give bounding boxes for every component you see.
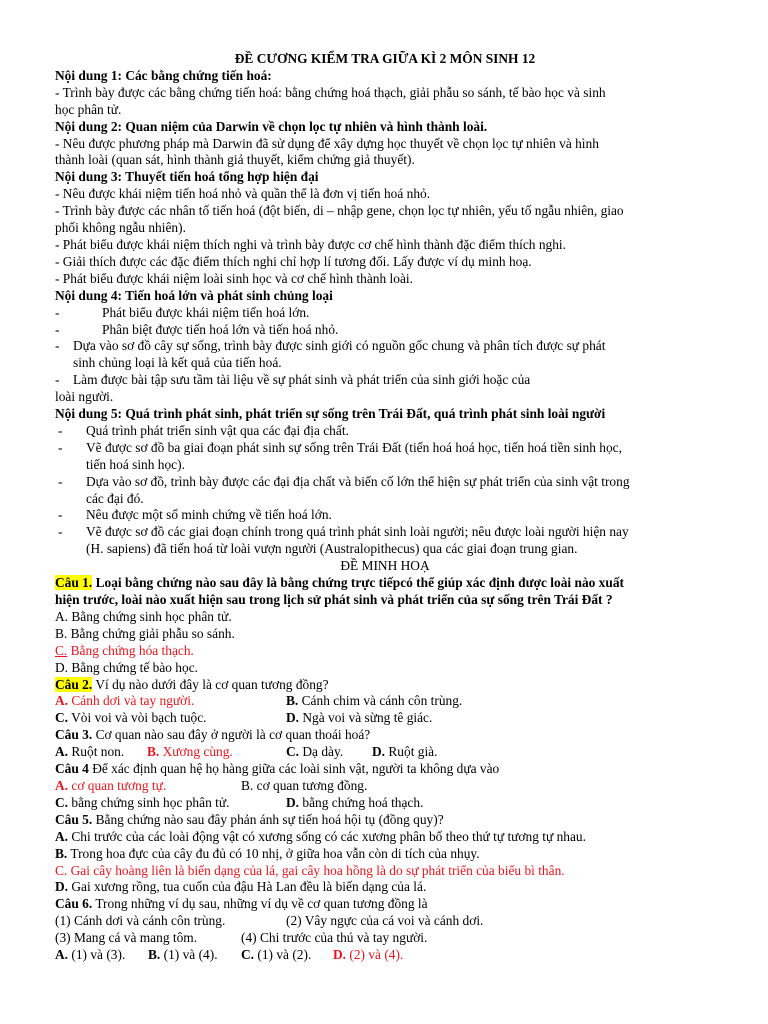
statement-row bbox=[55, 930, 715, 947]
answer-row bbox=[55, 947, 715, 964]
answer-option bbox=[55, 879, 715, 896]
section-1-heading: Nội dung 1: Các bằng chứng tiến hoá: bbox=[55, 67, 272, 83]
option-label: B. bbox=[55, 845, 68, 861]
section-5-item bbox=[55, 474, 715, 508]
option-text: bằng chứng sinh học phân tử. bbox=[68, 794, 230, 810]
answer-option bbox=[55, 829, 715, 846]
section-3-line: - Trình bày được các nhân tố tiến hoá (đột biến, di – nhập gene, chọn lọc tự nhiên, yếu tố ngẫu nhiên, giao bbox=[55, 203, 624, 219]
document-page bbox=[55, 51, 715, 964]
answer-row bbox=[55, 795, 715, 812]
section-4-heading: Nội dung 4: Tiến hoá lớn và phát sinh chủng loại bbox=[55, 287, 333, 303]
section-3-heading: Nội dung 3: Thuyết tiến hoá tổng hợp hiện đại bbox=[55, 169, 319, 185]
question-6-label: Câu 6. bbox=[55, 896, 93, 912]
question-6-stem bbox=[55, 896, 715, 913]
dash-bullet: - bbox=[58, 524, 63, 540]
question-4-stem bbox=[55, 761, 715, 778]
section-4-item-text: loài người. bbox=[55, 389, 114, 405]
answer-option bbox=[372, 744, 437, 761]
section-4-item-text: Phát biểu được khái niệm tiến hoá lớn. bbox=[102, 304, 310, 320]
document-title: ĐỀ CƯƠNG KIỂM TRA GIỮA KÌ 2 MÔN SINH 12 bbox=[234, 51, 536, 66]
answer-option bbox=[55, 947, 148, 964]
section-2-line: thành loài (quan sát, hình thành giả thuyết, kiểm chứng giả thuyết). bbox=[55, 152, 415, 168]
option-label: A. bbox=[55, 828, 69, 844]
section-4-item bbox=[55, 338, 715, 372]
answer-option: A. Bằng chứng sinh học phân tử. bbox=[55, 608, 232, 624]
dash-bullet: - bbox=[55, 304, 60, 320]
section-5-item bbox=[55, 423, 715, 440]
answer-option bbox=[55, 846, 715, 863]
section-2-line: - Nêu được phương pháp mà Darwin đã sử dụng để xây dựng học thuyết về chọn lọc tự nhiên và hình bbox=[55, 135, 599, 151]
answer-option bbox=[55, 795, 286, 812]
answer-option: B. cơ quan tương đồng. bbox=[241, 777, 368, 793]
answer-row bbox=[55, 693, 715, 710]
option-text: Xương cùng. bbox=[159, 744, 233, 760]
question-5-label: Câu 5. bbox=[55, 811, 93, 827]
answer-option-correct bbox=[333, 947, 403, 964]
section-4-item-text: sinh chủng loại là kết quả của tiến hoá. bbox=[73, 355, 282, 371]
option-label: D. bbox=[333, 947, 347, 963]
option-text: bằng chứng hoá thạch. bbox=[299, 794, 424, 810]
option-label: C. bbox=[286, 744, 300, 760]
section-5-item bbox=[55, 507, 715, 524]
answer-option: D. Bằng chứng tế bào học. bbox=[55, 659, 198, 675]
section-5-item-text: Vẽ được sơ đồ ba giai đoạn phát sinh sự sống trên Trái Đất (tiến hoá hoá học, tiến hoá tiền sinh học, bbox=[86, 439, 622, 455]
answer-option bbox=[55, 744, 147, 761]
answer-option bbox=[286, 710, 432, 727]
answer-row bbox=[55, 710, 715, 727]
section-5-heading: Nội dung 5: Quá trình phát sinh, phát triển sự sống trên Trái Đất, quá trình phát sinh loài người bbox=[55, 406, 606, 422]
dash-bullet: - bbox=[55, 338, 60, 354]
question-4-text: Để xác định quan hệ họ hàng giữa các loài sinh vật, người ta không dựa vào bbox=[88, 761, 500, 777]
dash-bullet: - bbox=[58, 473, 63, 489]
section-5-item-text: Nêu được một số minh chứng về tiến hoá lớn. bbox=[86, 507, 332, 523]
dash-bullet: - bbox=[58, 439, 63, 455]
answer-option: B. Bằng chứng giải phẫu so sánh. bbox=[55, 625, 235, 641]
section-5-item-text: Quá trình phát triển sinh vật qua các đại địa chất. bbox=[86, 422, 349, 438]
question-5-stem bbox=[55, 812, 715, 829]
section-3-line: - Phát biểu được khái niệm thích nghi và trình bày được cơ chế hình thành đặc điểm thích nghi. bbox=[55, 236, 567, 252]
section-5-item-text: tiến hoá sinh học). bbox=[86, 456, 185, 472]
option-label: B. bbox=[286, 693, 299, 709]
answer-option bbox=[286, 795, 423, 812]
option-label: C. bbox=[55, 642, 68, 658]
answer-row bbox=[55, 744, 715, 761]
section-3-line: - Phát biểu được khái niệm loài sinh học và cơ chế hình thành loài. bbox=[55, 270, 413, 286]
option-label: D. bbox=[286, 794, 300, 810]
option-text: Ruột non. bbox=[68, 744, 125, 760]
question-3-text: Cơ quan nào sau đây ở người là cơ quan thoái hoá? bbox=[92, 727, 371, 743]
question-2-stem bbox=[55, 677, 715, 694]
statement-item: (3) Mang cá và mang tôm. bbox=[55, 930, 198, 946]
option-text: Dạ dày. bbox=[299, 744, 344, 760]
option-text: Chi trước của các loài động vật có xương sống có các xương phân bố theo thứ tự tương tự nhau. bbox=[68, 828, 586, 844]
section-4-item bbox=[55, 322, 715, 339]
option-text: (1) và (3). bbox=[68, 947, 126, 963]
option-label: C. bbox=[241, 947, 255, 963]
section-4-item-text: Phân biệt được tiến hoá lớn và tiến hoá nhỏ. bbox=[102, 321, 339, 337]
question-5-text: Bằng chứng nào sau đây phản ánh sự tiến hoá hội tụ (đồng quy)? bbox=[92, 811, 444, 827]
dash-bullet: - bbox=[55, 372, 60, 388]
question-1-label: Câu 1. bbox=[55, 575, 93, 591]
option-text: Cánh chim và cánh côn trùng. bbox=[298, 693, 463, 709]
option-label: C. bbox=[55, 794, 69, 810]
section-4-item-text: Dựa vào sơ đồ cây sự sống, trình bày được sinh giới có nguồn gốc chung và phân tích được sự phát bbox=[73, 338, 606, 354]
dash-bullet: - bbox=[58, 422, 63, 438]
option-text: (1) và (2). bbox=[254, 947, 312, 963]
answer-row bbox=[55, 778, 715, 795]
section-5-item bbox=[55, 524, 715, 558]
option-label: A. bbox=[55, 777, 69, 793]
option-label: A. bbox=[55, 693, 69, 709]
answer-option-correct bbox=[55, 693, 286, 710]
section-5-item-text: Vẽ được sơ đồ các giai đoạn chính trong quá trình phát sinh loài người; nêu được loài người hiện nay bbox=[86, 524, 629, 540]
option-text: Vòi voi và vòi bạch tuộc. bbox=[68, 710, 207, 726]
option-text: (1) và (4). bbox=[160, 947, 218, 963]
option-label: D. bbox=[372, 744, 386, 760]
option-label: D. bbox=[55, 879, 69, 895]
question-3-label: Câu 3. bbox=[55, 727, 93, 743]
section-2-heading: Nội dung 2: Quan niệm của Darwin về chọn lọc tự nhiên và hình thành loài. bbox=[55, 118, 488, 134]
statement-item: (4) Chi trước của thú và tay người. bbox=[241, 930, 428, 946]
section-5-item-text: (H. sapiens) đã tiến hoá từ loài vượn người (Australopithecus) qua các giai đoạn trung gian. bbox=[86, 541, 578, 557]
option-text: Ruột già. bbox=[385, 744, 438, 760]
answer-option-correct bbox=[55, 778, 241, 795]
option-text: Bằng chứng hóa thạch. bbox=[67, 642, 194, 658]
dash-bullet: - bbox=[58, 507, 63, 523]
demo-exam-title: ĐỀ MINH HOẠ bbox=[340, 558, 430, 574]
question-1-text: Loại bằng chứng nào sau đây là bằng chứng trực tiếpcó thể giúp xác định được loài nào xuất bbox=[92, 575, 624, 591]
answer-option-correct bbox=[55, 643, 715, 660]
question-6-text: Trong những ví dụ sau, những ví dụ về cơ quan tương đồng là bbox=[92, 896, 428, 912]
option-text: cơ quan tương tự. bbox=[68, 777, 167, 793]
option-label: B. bbox=[147, 744, 160, 760]
statement-item: (1) Cánh dơi và cánh côn trùng. bbox=[55, 913, 226, 929]
section-4-item bbox=[55, 305, 715, 322]
answer-option bbox=[286, 744, 372, 761]
dash-bullet: - bbox=[55, 321, 60, 337]
answer-option bbox=[241, 947, 333, 964]
option-label: A. bbox=[55, 744, 69, 760]
section-1-line: - Trình bày được các bằng chứng tiến hoá: bằng chứng hoá thạch, giải phẫu so sánh, tế bào học và sinh bbox=[55, 84, 606, 100]
option-label: D. bbox=[286, 710, 300, 726]
section-3-line: - Giải thích được các đặc điểm thích nghi chỉ hợp lí tương đối. Lấy được ví dụ minh hoạ. bbox=[55, 253, 532, 269]
option-label: A. bbox=[55, 947, 69, 963]
question-2-label: Câu 2. bbox=[55, 676, 93, 692]
answer-option-correct bbox=[147, 744, 286, 761]
question-2-text: Ví dụ nào dưới đây là cơ quan tương đồng? bbox=[92, 676, 329, 692]
answer-option bbox=[55, 710, 286, 727]
option-label: B. bbox=[148, 947, 161, 963]
question-3-stem bbox=[55, 727, 715, 744]
answer-option bbox=[148, 947, 241, 964]
section-5-item-text: Dựa vào sơ đồ, trình bày được các đại địa chất và biến cố lớn thể hiện sự phát triển của sinh vật trong bbox=[86, 473, 630, 489]
option-text: Cánh dơi và tay người. bbox=[68, 693, 195, 709]
option-text: Trong hoa đực của cây đu đủ có 10 nhị, ở giữa hoa vẫn còn di tích của nhụy. bbox=[67, 845, 480, 861]
option-text: Gai xương rồng, tua cuốn của đậu Hà Lan đều là biến dạng của lá. bbox=[68, 879, 427, 895]
section-1-line: học phân tử. bbox=[55, 101, 122, 117]
option-text: (2) và (4). bbox=[346, 947, 404, 963]
answer-option-correct: C. Gai cây hoàng liên là biến dạng của lá, gai cây hoa hồng là do sự phát triển của biểu bì thân. bbox=[55, 862, 565, 878]
section-4-item bbox=[55, 372, 715, 389]
question-1-stem bbox=[55, 575, 715, 592]
section-3-line: phối không ngẫu nhiên). bbox=[55, 220, 186, 236]
statement-item: (2) Vây ngực của cá voi và cánh dơi. bbox=[286, 913, 484, 929]
question-1-text: hiện trước, loài nào xuất hiện sau trong lịch sử phát sinh và phát triển của sự sống trên Trái Đất ? bbox=[55, 592, 613, 607]
section-3-line: - Nêu được khái niệm tiến hoá nhỏ và quần thể là đơn vị tiến hoá nhỏ. bbox=[55, 186, 431, 202]
option-text: Ngà voi và sừng tê giác. bbox=[299, 710, 433, 726]
answer-option bbox=[286, 693, 462, 710]
section-4-item-text: Làm được bài tập sưu tầm tài liệu về sự phát sinh và phát triển của sinh giới hoặc của bbox=[73, 372, 531, 388]
option-label: C. bbox=[55, 710, 69, 726]
statement-row bbox=[55, 913, 715, 930]
section-5-item bbox=[55, 440, 715, 474]
question-4-label: Câu 4 bbox=[55, 761, 89, 777]
section-5-item-text: các đại đó. bbox=[86, 490, 144, 506]
